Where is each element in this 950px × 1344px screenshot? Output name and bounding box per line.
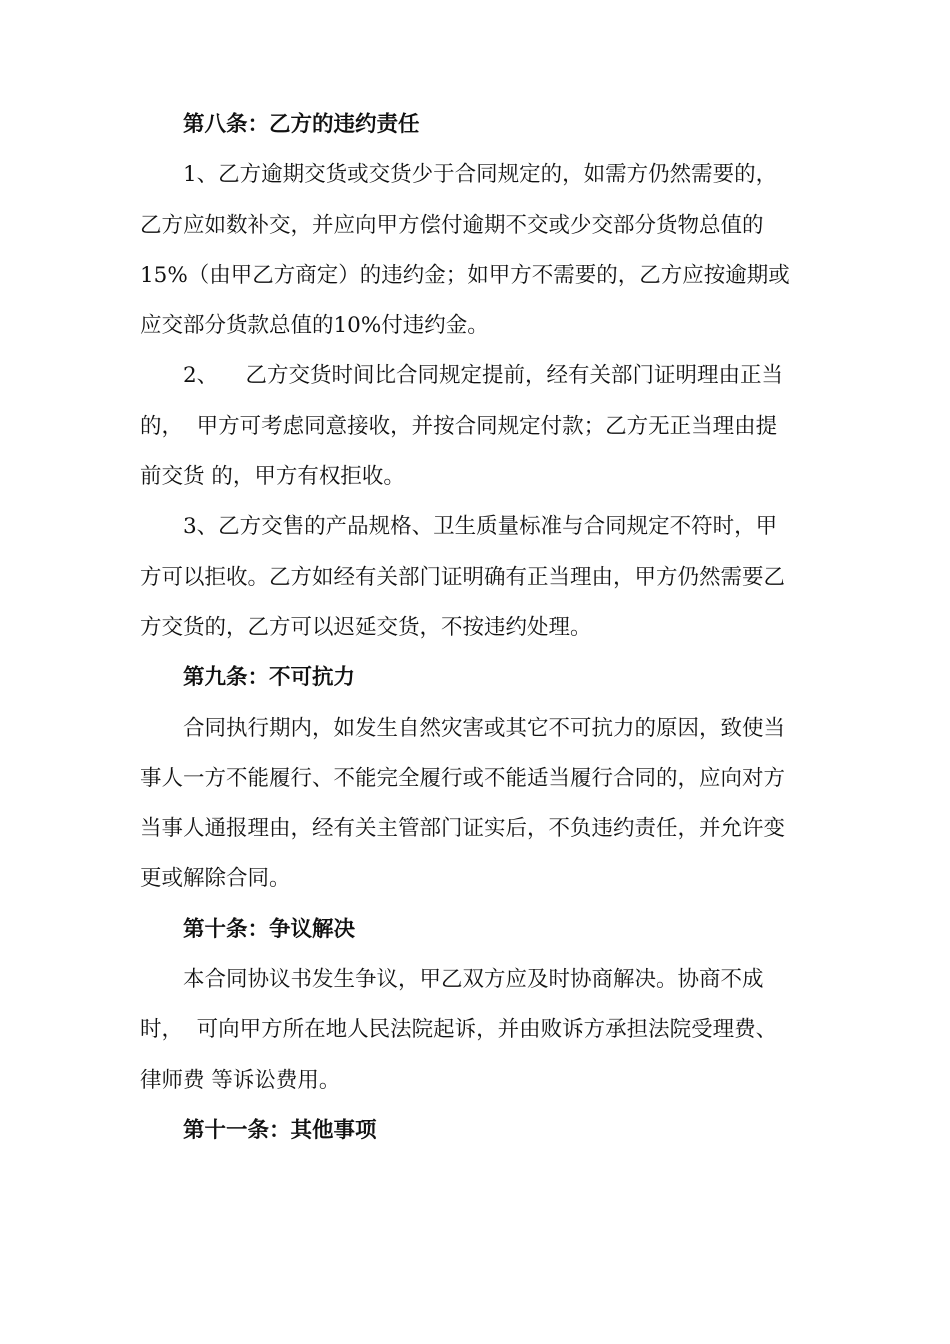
article-9-line-3: 当事人通报理由，经有关主管部门证实后，不负违约责任，并允许变 [140,816,786,842]
article-10-line-2: 时， 可向甲方所在地人民法院起诉，并由败诉方承担法院受理费、 [140,1017,778,1043]
article-11-heading: 第十一条：其他事项 [183,1117,377,1143]
article-9-line-1: 合同执行期内，如发生自然灾害或其它不可抗力的原因，致使当 [183,715,786,741]
article-9-heading: 第九条：不可抗力 [183,665,356,691]
article-10-line-3: 律师费 等诉讼费用。 [140,1067,341,1093]
article-8-clause-1-line-1: 1、乙方逾期交货或交货少于合同规定的，如需方仍然需要的， [183,162,778,188]
article-8-clause-2-line-2: 的， 甲方可考虑同意接收，并按合同规定付款；乙方无正当理由提 [140,413,778,439]
article-8-clause-1-line-2: 乙方应如数补交，并应向甲方偿付逾期不交或少交部分货物总值的 [140,212,764,238]
article-8-clause-2-line-3: 前交货 的，甲方有权拒收。 [140,464,405,490]
article-9-line-4: 更或解除合同。 [140,866,291,892]
article-8-clause-3-line-1: 3、乙方交售的产品规格、卫生质量标准与合同规定不符时，甲 [183,514,778,540]
article-8-heading: 第八条：乙方的违约责任 [183,112,420,137]
article-8-clause-3-line-2: 方可以拒收。乙方如经有关部门证明确有正当理由，甲方仍然需要乙 [140,564,786,590]
article-10-heading: 第十条：争议解决 [183,916,356,942]
contract-body [140,100,820,1156]
article-8-clause-1-line-3: 15%（由甲乙方商定）的违约金；如甲方不需要的，乙方应按逾期或 [140,262,790,288]
article-8-clause-3-line-3: 方交货的，乙方可以迟延交货，不按违约处理。 [140,614,592,640]
article-8-clause-1-line-4: 应交部分货款总值的10%付违约金。 [140,313,489,339]
article-9-line-2: 事人一方不能履行、不能完全履行或不能适当履行合同的，应向对方 [140,765,786,791]
article-10-line-1: 本合同协议书发生争议，甲乙双方应及时协商解决。协商不成 [183,967,764,993]
article-8-clause-2-line-1: 2、 乙方交货时间比合同规定提前，经有关部门证明理由正当 [183,363,784,389]
